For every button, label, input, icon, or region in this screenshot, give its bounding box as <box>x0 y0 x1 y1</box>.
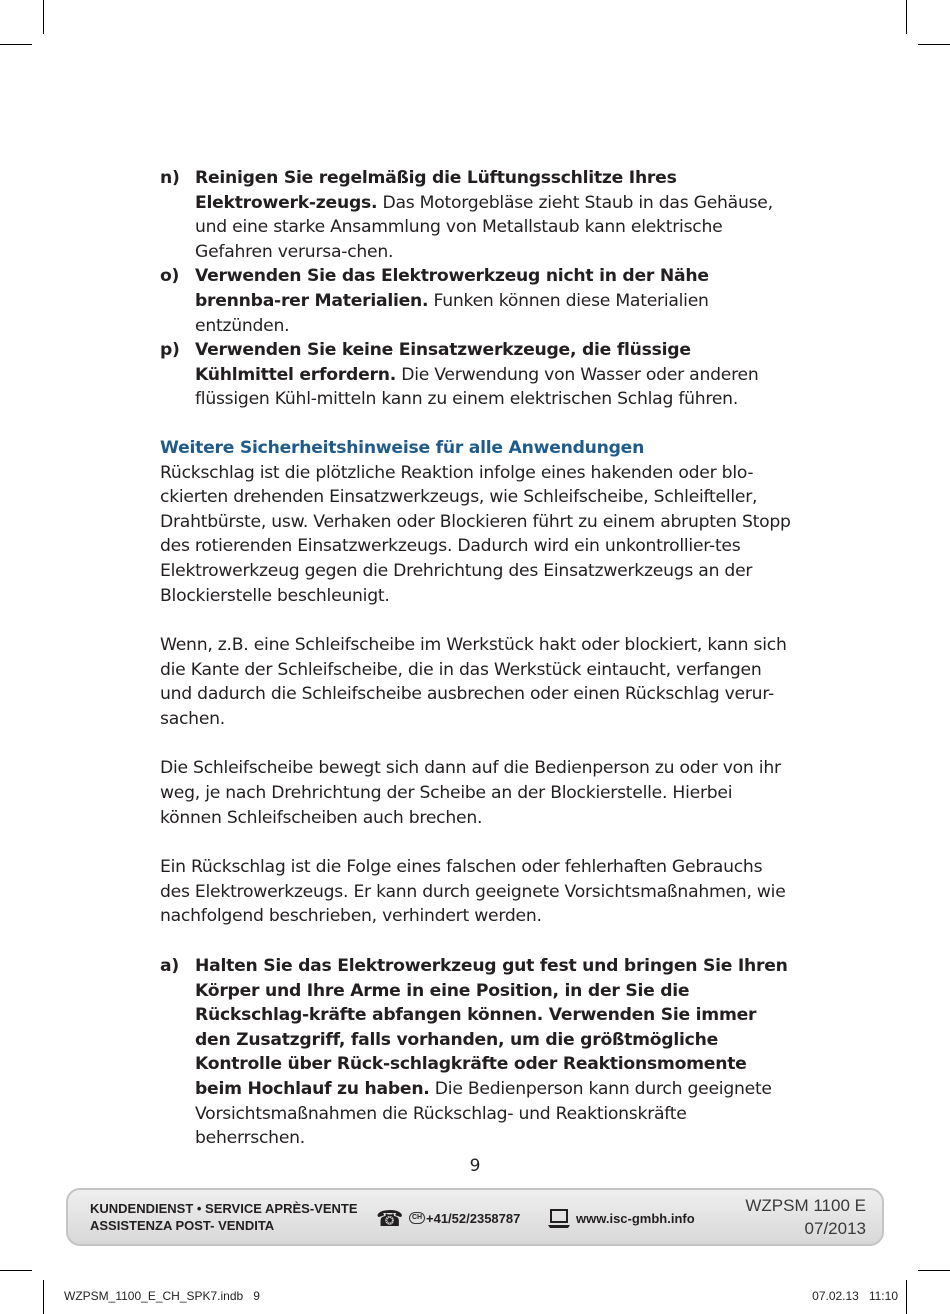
item-letter: p) <box>160 340 180 361</box>
paragraph: Ein Rückschlag ist die Folge eines falschen oder fehlerhaften Gebrauchs des Elektrowerkzeugs. Er kann durch geeignete Vorsichtsmaßnahmen, wie nachfolgend beschrieben, verhindert werden. <box>160 857 786 927</box>
item-text: Das Motorgebläse zieht Staub in das Gehäuse, und eine starke Ansammlung von Metallstaub kann elektrische Gefahren verursa-chen. <box>195 192 773 262</box>
crop-mark <box>918 44 950 45</box>
list-item-o <box>160 264 792 338</box>
paragraph: Rückschlag ist die plötzliche Reaktion infolge eines hakenden oder blo-ckierten drehenden Einsatzwerkzeugs, wie Schleifscheibe, Schleifteller, Drahtbürste, usw. Verhaken oder Blockieren führt zu einem abrupten Stopp des rotierenden Einsatzwerkzeugs. Dadurch wird ein unkontrollier-tes Elektrowerkzeug gegen die Drehrichtung des Einsatzwerkzeugs an der Blockierstelle beschleunigt. <box>160 462 791 606</box>
website-link[interactable]: www.isc-gmbh.info <box>576 1211 695 1226</box>
item-bold-text: Reinigen Sie regelmäßig die Lüftungsschlitze Ihres Elektrowerk-zeugs. <box>195 168 677 213</box>
item-bold-text: Halten Sie das Elektrowerkzeug gut fest und bringen Sie Ihren Körper und Ihre Arme in eine Position, in der Sie die Rückschlag-kräfte abfangen können. Verwenden Sie immer den Zusatzgriff, falls vorhanden, um die größtmögliche Kontrolle über Rück-schlagkräfte oder Reaktionsmomente beim Hochlauf zu haben. <box>195 956 788 1099</box>
section-heading: Weitere Sicherheitshinweise für alle Anwendungen <box>160 437 645 458</box>
country-badge: CH <box>409 1212 425 1224</box>
laptop-icon <box>546 1206 572 1230</box>
crop-mark <box>0 1270 32 1271</box>
crop-mark <box>906 0 907 34</box>
crop-mark <box>906 1280 907 1314</box>
phone-number: +41/52/2358787 <box>426 1211 521 1226</box>
item-letter: o) <box>160 266 180 287</box>
service-footer <box>66 1188 884 1246</box>
page-number: 9 <box>469 1156 481 1176</box>
print-slug-timestamp: 07.02.13 11:10 <box>812 1289 898 1303</box>
paragraph: Die Schleifscheibe bewegt sich dann auf die Bedienperson zu oder von ihr weg, je nach Drehrichtung der Scheibe an der Blockierstelle. Hierbei können Schleifscheiben auch brechen. <box>160 758 781 828</box>
item-text: Funken können diese Materialien entzünden. <box>195 290 709 336</box>
crop-mark <box>0 44 32 45</box>
crop-mark <box>918 1270 950 1271</box>
list-item-p <box>160 338 792 412</box>
crop-mark <box>43 0 44 34</box>
model-info <box>745 1194 866 1240</box>
list-item-a <box>160 954 792 1151</box>
service-line-2: ASSISTENZA POST- VENDITA <box>90 1218 275 1233</box>
crop-mark <box>43 1280 44 1314</box>
model-name: WZPSM 1100 E <box>745 1196 866 1215</box>
paragraph: Wenn, z.B. eine Schleifscheibe im Werkstück hakt oder blockiert, kann sich die Kante der Schleifscheibe, die in das Werkstück eintaucht, verfangen und dadurch die Schleifscheibe ausbrechen oder einen Rückschlag verur-sachen. <box>160 635 787 729</box>
item-text: Die Verwendung von Wasser oder anderen flüssigen Kühl-mitteln kann zu einem elektrischen Schlag führen. <box>195 364 759 410</box>
service-label <box>90 1200 357 1234</box>
list-item-n <box>160 166 792 264</box>
telephone-icon: ☎ <box>376 1206 404 1231</box>
item-bold-text: Verwenden Sie das Elektrowerkzeug nicht in der Nähe brennba-rer Materialien. <box>195 266 709 311</box>
model-date: 07/2013 <box>804 1219 866 1238</box>
page-content <box>160 166 792 1151</box>
service-line-1: KUNDENDIENST • SERVICE APRÈS-VENTE <box>90 1201 358 1216</box>
item-letter: n) <box>160 168 180 188</box>
item-letter: a) <box>160 956 179 977</box>
print-slug-file: WZPSM_1100_E_CH_SPK7.indb 9 <box>64 1289 260 1303</box>
item-bold-text: Verwenden Sie keine Einsatzwerkzeuge, die flüssige Kühlmittel erfordern. <box>195 340 691 385</box>
item-text: Die Bedienperson kann durch geeignete Vorsichtsmaßnahmen die Rückschlag- und Reaktionskräfte beherrschen. <box>195 1079 772 1149</box>
